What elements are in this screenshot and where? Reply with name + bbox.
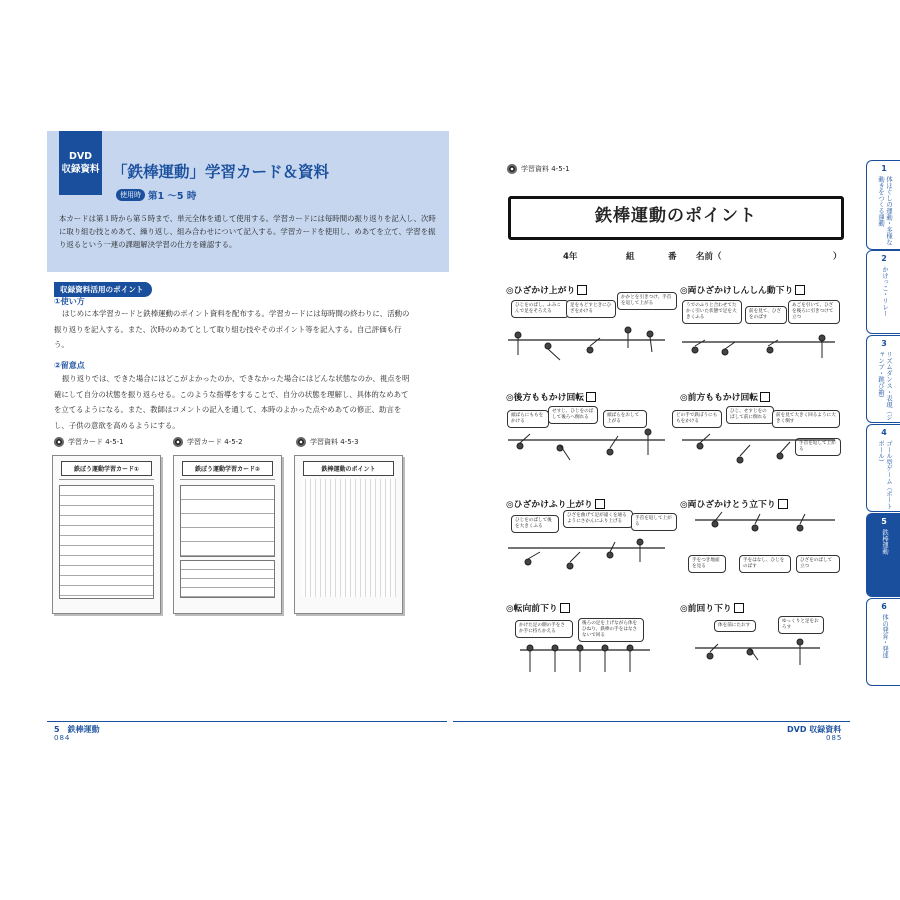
intro-text: 本カードは第１時から第５時まで、単元全体を通して使用する。学習カードには毎時間の振り返りを記入し、次時に取り組む技とめあて、繰り返し、組み合わせについて記入する。学習カードを使用し、めあてを立て、学習を振り返るという一連の課題解決学習の仕方を確認する。: [59, 214, 436, 250]
tip-bubble: 手をつき地面を見る: [688, 555, 726, 573]
tip-bubble: 手首を返して上がる: [795, 438, 841, 456]
dvd-disc-icon: [54, 437, 64, 447]
card-thumbnail-1[interactable]: [52, 455, 161, 614]
usage-value: 第1 〜5 時: [148, 191, 197, 202]
side-tab-label: 体ほぐしの運動・多様な動きをつくる運動: [877, 176, 892, 246]
exercise-title-text: ◎後方ももかけ回転: [506, 393, 585, 403]
tip-bubble: 後ろの足を上げながら体をひねり、鉄棒の手をはなさないで回る: [578, 618, 644, 642]
name-label: 名前（: [696, 252, 722, 262]
card-thumbnail-3[interactable]: [294, 455, 403, 614]
section1-text: はじめに本学習カードと鉄棒運動のポイント資料を配布する。学習カードには毎時間の終わりに、活動の振り返りを記入する。また、次時のめあてとして取り組む技やそのポイント等を記入する。自己評価も行う。: [54, 309, 410, 350]
thumbnail-title: 鉄ぼう運動学習カード①: [61, 461, 152, 476]
tip-bubble: かかとを引きつけ、手首を返して上がる: [617, 292, 677, 310]
side-tab-label: リズムダンス・表現（ジャンプ・跳び箱）: [877, 351, 892, 421]
card-thumbnail-2[interactable]: [173, 455, 282, 614]
tip-bubble: ひざを曲げて足が遠くを通るようにさかんにふり上げる: [563, 510, 633, 528]
tip-bubble: うでのふりと合わせてたかく引いた状態で足を大きくふる: [682, 300, 742, 324]
dvd-badge: [59, 131, 102, 195]
side-tab-number: 1: [881, 164, 887, 173]
material-label-text: 学習資料 4-5-1: [521, 165, 570, 173]
tip-bubble: 足をもどすときにひざをかける: [566, 300, 616, 318]
class-label: 組: [626, 252, 635, 262]
footer-rule: [47, 721, 447, 722]
tip-bubble: ひざをのばして立つ: [796, 555, 840, 573]
dvd-disc-icon: [173, 437, 183, 447]
side-tab-label: かけっこ・リレー: [881, 266, 888, 317]
side-tab-2[interactable]: [866, 250, 900, 334]
side-tab-5[interactable]: [866, 513, 900, 597]
footer-chapter: 5 鉄棒運動: [54, 725, 100, 734]
tip-bubble: ひじ、せすじをのばして前に倒れる: [726, 406, 774, 424]
card-label-text: 学習資料 4-5-3: [310, 438, 359, 446]
sheet-title: 鉄棒運動のポイント: [595, 206, 757, 226]
section2-head: ②留意点: [54, 361, 85, 370]
tip-bubble: 頭ばらにももをかける: [507, 410, 549, 428]
footer-page-number: 085: [826, 734, 843, 742]
exercise-title-text: ◎ひざかけ上がり: [506, 286, 576, 296]
points-badge: 収録資料活用のポイント: [54, 282, 152, 297]
name-close: ）: [833, 252, 842, 262]
dvd-badge-line1: DVD: [68, 151, 93, 162]
footer-label: DVD 収録資料: [787, 725, 842, 734]
footer-rule: [453, 721, 850, 722]
exercise-title-text: ◎前方ももかけ回転: [680, 393, 759, 403]
tip-bubble: 手首を返して上がる: [631, 513, 677, 531]
tip-bubble: ひじをのばし、ふみこんで足をそろえる: [511, 300, 569, 318]
exercise-title-text: ◎両ひざかけしんしん動下り: [680, 286, 794, 296]
side-tab-number: 6: [881, 602, 887, 611]
tip-bubble: 頭ばらをおして上がる: [603, 410, 647, 428]
side-tab-1[interactable]: [866, 160, 900, 250]
card-label-text: 学習カード 4-5-1: [68, 438, 124, 446]
side-tab-label: 体の発育・発達: [881, 614, 888, 659]
exercise-title-text: ◎前回り下り: [680, 604, 732, 614]
dvd-badge-line2: 収録資料: [61, 164, 100, 175]
number-label: 番: [668, 252, 677, 262]
usage-tag: 使用時: [116, 189, 145, 201]
side-tab-3[interactable]: [866, 335, 900, 423]
illustrations: [500, 280, 850, 700]
thumbnail-line: [180, 479, 275, 480]
side-tab-6[interactable]: [866, 598, 900, 686]
footer-page-number: 084: [54, 734, 71, 742]
thumbnail-line: [59, 479, 154, 480]
side-tab-number: 3: [881, 339, 887, 348]
thumbnail-title: 鉄ぼう運動学習カード②: [182, 461, 273, 476]
tip-bubble: 手をはなし、ひじをのばす: [739, 555, 791, 573]
side-tab-4[interactable]: [866, 424, 900, 512]
tip-bubble: あごを引いて、ひざを後ろに引きつけて立つ: [788, 300, 840, 324]
thumbnail-title: 鉄棒運動のポイント: [303, 461, 394, 476]
exercise-title-text: ◎転向前下り: [506, 604, 558, 614]
exercise-title-text: ◎両ひざかけとう立下り: [680, 500, 776, 510]
thumbnail-grid: [59, 485, 154, 599]
tip-bubble: 体を前にたおす: [714, 620, 756, 632]
tip-bubble: せすじ、ひじをのばして後ろへ倒れる: [548, 406, 598, 424]
side-tab-number: 4: [881, 428, 887, 437]
thumbnail-grid: [180, 560, 275, 598]
usage-badge: [116, 188, 196, 202]
exercise-title-text: ◎ひざかけふり上がり: [506, 500, 593, 510]
thumbnail-figures: [301, 479, 396, 597]
card-label-text: 学習カード 4-5-2: [187, 438, 243, 446]
tip-bubble: 前を見て大きく回るように大きく倒す: [772, 410, 840, 428]
name-row: [563, 250, 843, 262]
thumbnail-grid: [180, 485, 275, 557]
material-label: [507, 164, 570, 174]
tip-bubble: ひじをのばして後を大きくふる: [511, 515, 559, 533]
page-title: 「鉄棒運動」学習カード＆資料: [112, 163, 330, 181]
tip-bubble: ゆっくりと足をおろす: [778, 616, 824, 634]
side-tab-label: ゴール型ゲーム（ポートボール）: [877, 440, 892, 510]
tip-bubble: どの手で鉄ぼうにももをかける: [672, 410, 722, 428]
side-tab-number: 5: [881, 517, 887, 526]
card-label-2: [173, 437, 243, 447]
side-tab-label: 鉄棒運動: [881, 529, 888, 555]
dvd-disc-icon: [507, 164, 517, 174]
tip-bubble: かけた足の側の手をさか手に持ちかえる: [515, 620, 573, 638]
card-label-1: [54, 437, 124, 447]
section1-head: ①使い方: [54, 297, 85, 306]
tip-bubble: 前を見て、ひざをのばす: [745, 306, 787, 324]
grade-label: 4年: [563, 252, 578, 262]
side-tab-number: 2: [881, 254, 887, 263]
section2-text: 振り返りでは、できた場合にはどこがよかったのか、できなかった場合にはどんな状態なのか、視点を明確にして自分の状態を振り返らせる。このような指導をすることで、自分の状態を理解し、具体的なめあてを立てるようになる。また、教師はコメントの記入を通して、本時のよかった点やめあての修正、助言をし、子供の意欲を高めるようにする。: [54, 374, 410, 430]
card-label-3: [296, 437, 359, 447]
dvd-disc-icon: [296, 437, 306, 447]
